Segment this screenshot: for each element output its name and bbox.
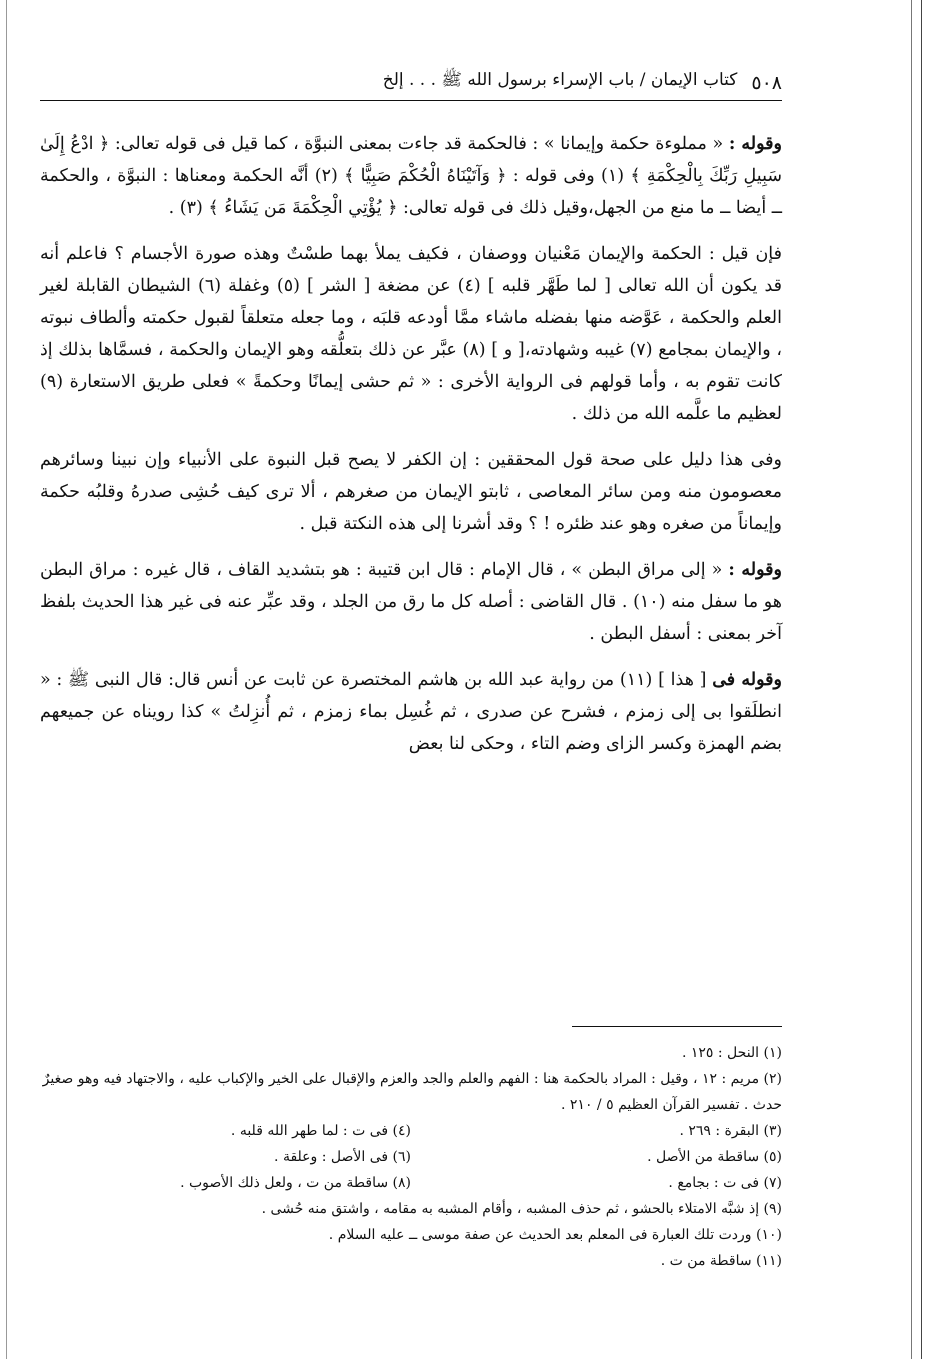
page-edge-line (6, 0, 7, 1359)
footnote: (٤) فى ت : لما طهر الله قلبه . (230, 1123, 411, 1139)
footnote: (٢) مريم : ١٢ ، وقيل : المراد بالحكمة هنا : الفهم والعلم والجد والعزم والإقبال على الخير والإكباب عليه ، والاجتهاد فيه وهو صغيرٌ حدث . تفسير القرآن العظيم ٥ / ٢١٠ . (42, 1071, 782, 1113)
paragraph (40, 554, 782, 650)
footnote-row (40, 1170, 782, 1196)
footnote: (٨) ساقطة من ت ، ولعل ذلك الأصوب . (180, 1175, 411, 1191)
paragraph (40, 128, 782, 224)
page-header (40, 60, 782, 101)
page-edge-line (911, 0, 912, 1359)
footnote: (١٠) وردت تلك العبارة فى المعلم بعد الحديث عن صفة موسى ــ عليه السلام . (328, 1227, 782, 1243)
page-edge-line (921, 0, 922, 1359)
paragraph (40, 238, 782, 430)
paragraph-text: « مملوءة حكمة وإيمانا » : فالحكمة قد جاءت بمعنى النبوَّة ، كما قيل فى قوله تعالى: ﴿ ادْعُ إِلَىٰ سَبِيلِ رَبِّكَ بِالْحِكْمَةِ ﴾ (١) وفى قوله : ﴿ وَآتَيْنَاهُ الْحُكْمَ صَبِيًّا ﴾ (٢) أنَّه الحكمة ومعناها : النبوَّة ، والحكمة ــ أيضا ــ ما منع من الجهل،وقيل ذلك فى قوله تعالى: ﴿ يُؤْتِي الْحِكْمَةَ مَن يَشَاءُ ﴾ (٣) . (40, 134, 783, 218)
footnote-separator (572, 1026, 782, 1027)
paragraph-text: [ هذا ] (١١) من رواية عبد الله بن هاشم المختصرة عن ثابت عن أنس قال: قال النبى ﷺ : « انطلَقوا بى إلى زمزم ، فشرح عن صدرى ، ثم غُسِل بماء زمزم ، ثم أُنزِلتُ » كذا رويناه عن جميعهم بضم الهمزة وكسر الزاى وضم التاء ، وحكى لنا بعض (40, 670, 782, 754)
paragraph-text: فإن قيل : الحكمة والإيمان مَعْنيان ووصفان ، فكيف يملأ بهما طسْتٌ وهذه صورة الأجسام ؟ فاعلم أنه قد يكون أن الله تعالى [ لما طَهَّر قلبه ] (٤) عن مضغة [ الشر ] (٥) وغفلة (٦) الشيطان القابلة لغير العلم والحكمة ، عَوَّضه منها بفضله ماشاء ممَّا أودعه قلبَه ، وما جعله متعلقاً لقبول حكمته وألطاف نبوته ، والإيمان بمجامع (٧) غيبه وشهادته،[ و ] (٨) عبَّر عن ذلك بتعلُّقه وهو الإيمان والحكمة ، فسمَّاها بذلك إذ كانت تقوم به ، وأما قولهم فى الرواية الأخرى : « ثم حشى إيمانًا وحكمةً » فعلى طريق الاستعارة (٩) لعظيم ما علَّمه الله من ذلك . (40, 244, 783, 424)
footnote-row (40, 1118, 782, 1144)
running-title: كتاب الإيمان / باب الإسراء برسول الله ﷺ . . . إلخ (382, 70, 738, 90)
footnote: (٣) البقرة : ٢٦٩ . (679, 1123, 782, 1139)
main-text (40, 128, 782, 774)
footnote: (٧) فى ت : بجامع . (668, 1175, 782, 1191)
paragraph-lead: وقوله فى (712, 670, 782, 690)
footnotes (40, 1040, 782, 1274)
paragraph (40, 664, 782, 760)
footnote: (٩) إذ شبَّه الامتلاء بالحشو ، ثم حذف المشبه ، وأقام المشبه به مقامه ، واشتق منه حُشى . (261, 1201, 782, 1217)
page-number: ٥٠٨ (751, 72, 782, 94)
footnote: (٥) ساقطة من الأصل . (647, 1149, 782, 1165)
footnote: (١) النحل : ١٢٥ . (681, 1045, 782, 1061)
footnote: (٦) فى الأصل : وعلقة . (274, 1149, 411, 1165)
paragraph (40, 444, 782, 540)
paragraph-text: « إلى مراق البطن » ، قال الإمام : قال ابن قتيبة : هو بتشديد القاف ، قال غيره : مراق البطن هو ما سفل منه (١٠) . قال القاضى : أصله كل ما رق من الجلد ، وقد عبِّر عنه فى غير هذا الحديث بلفظ آخر بمعنى : أسفل البطن . (40, 560, 782, 644)
paragraph-lead: وقوله : (728, 560, 782, 580)
footnote-row (40, 1144, 782, 1170)
paragraph-text: وفى هذا دليل على صحة قول المحققين : إن الكفر لا يصح قبل النبوة على الأنبياء وإن نبينا وسائرهم معصومون منه ومن سائر المعاصى ، ثابتو الإيمان من صغرهم ، ألا ترى كيف حُشِى صدرهُ وقلبُه حكمة وإيماناً من صغره وهو عند ظئره ! ؟ وقد أشرنا إلى هذه النكتة قبل . (40, 450, 782, 534)
footnote: (١١) ساقطة من ت . (660, 1253, 782, 1269)
paragraph-lead: وقوله : (728, 134, 782, 154)
